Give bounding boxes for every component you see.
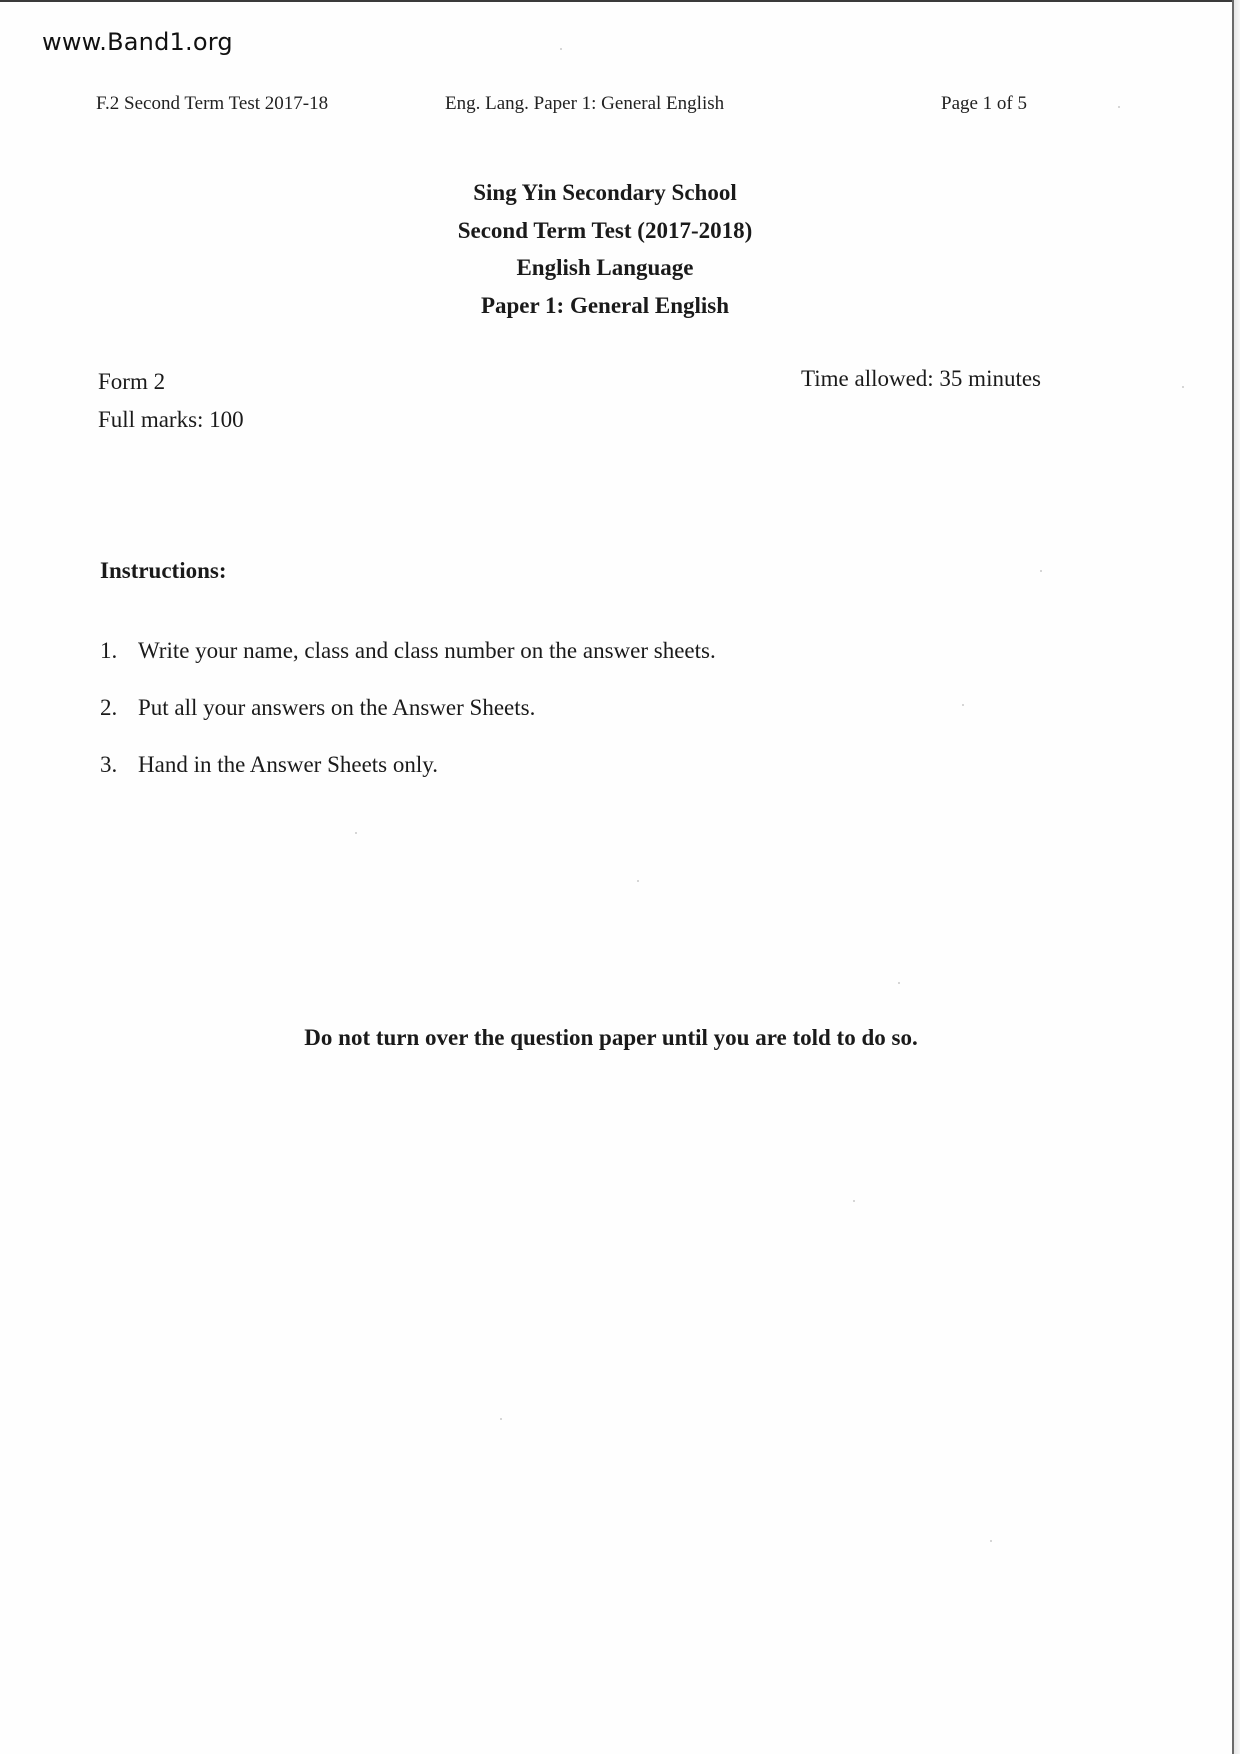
title-block — [0, 174, 1210, 324]
instruction-item — [100, 695, 716, 752]
instructions-heading: Instructions: — [100, 558, 227, 583]
instruction-text: Write your name, class and class number on the answer sheets. — [138, 638, 716, 663]
scan-speck — [355, 832, 357, 834]
scan-right-edge — [1232, 0, 1234, 1754]
scan-speck — [853, 1200, 855, 1202]
time-allowed: Time allowed: 35 minutes — [801, 366, 1042, 391]
form-level: Form 2 — [98, 369, 166, 394]
scan-top-edge — [0, 0, 1240, 2]
scan-speck — [637, 880, 639, 882]
scan-speck — [1118, 106, 1120, 108]
scan-speck — [990, 1540, 992, 1542]
full-marks: Full marks: 100 — [98, 407, 244, 432]
school-name: Sing Yin Secondary School — [473, 180, 737, 205]
page-number: Page 1 of 5 — [941, 93, 1028, 114]
running-header-left: F.2 Second Term Test 2017-18 — [96, 93, 329, 114]
paper-name: Paper 1: General English — [480, 292, 730, 318]
scan-speck — [500, 1418, 502, 1420]
scan-right-shadow — [1234, 0, 1240, 1754]
instruction-list — [100, 638, 716, 809]
closing-note: Do not turn over the question paper until you are told to do so. — [304, 1025, 918, 1050]
instruction-text: Hand in the Answer Sheets only. — [138, 752, 439, 777]
scan-speck — [560, 48, 562, 50]
scan-speck — [1040, 570, 1042, 572]
instruction-number: 2. — [100, 695, 118, 720]
instruction-text: Put all your answers on the Answer Sheets. — [138, 695, 536, 720]
scan-speck — [1182, 386, 1184, 388]
scan-speck — [898, 982, 900, 984]
scan-speck — [962, 704, 964, 706]
instruction-item — [100, 638, 716, 695]
instruction-number: 3. — [100, 752, 118, 777]
test-name: Second Term Test (2017-2018) — [457, 217, 753, 243]
watermark-url: www.Band1.org — [42, 28, 233, 56]
running-header-center: Eng. Lang. Paper 1: General English — [445, 93, 725, 114]
instruction-number: 1. — [100, 638, 118, 663]
instruction-item — [100, 752, 716, 809]
subject-name: English Language — [516, 255, 694, 280]
